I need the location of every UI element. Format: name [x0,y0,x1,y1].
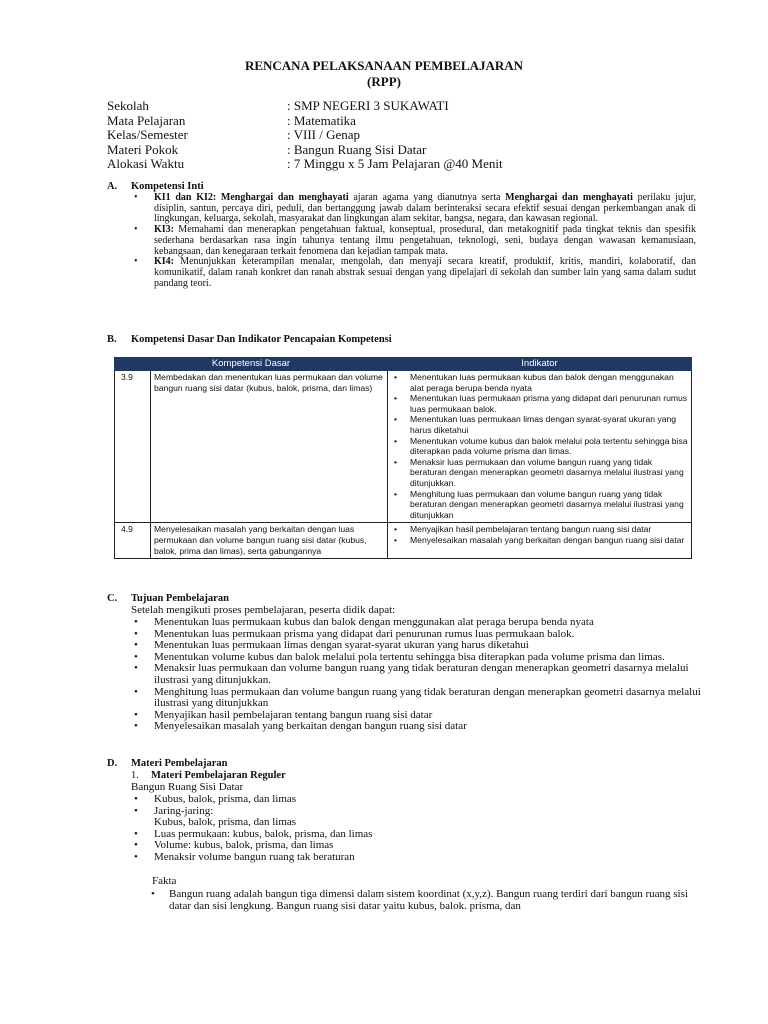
kd-text: Membedakan dan menentukan luas permukaan dan volume bangun ruang sisi datar (kubus, balok, prisma, dan limas) [151,371,388,523]
indicator-item: • Menentukan luas permukaan limas dengan syarat-syarat ukuran yang harus diketahui [390,414,688,435]
info-value: : Matematika [287,112,356,128]
info-label: Kelas/Semester [107,127,188,143]
ki12-text-2: perilaku jujur, disiplin, santun, percaya diri, peduli, dan bertanggung jawab dalam berinteraksi secara efektif sesuai dengan perkembangan anak di lingkungan, keluarga, sekolah, masyarakat dan lingkungan alam sekitar, bangsa, negara, dan kawasan regional. [154,192,697,225]
core-competence-list [131,193,696,289]
list-item: • Menentukan luas permukaan kubus dan balok dengan menggunakan alat peraga berupa benda nyata [131,617,701,629]
indicator-item: • Menghitung luas permukaan dan volume bangun ruang yang tidak beraturan dengan menerapkan geometri dasarnya melalui ilustrasi yang ditunjukkan [390,489,688,521]
list-item: • Menaksir volume bangun ruang tak beraturan [131,852,691,864]
subsection-title: Materi Pembelajaran Reguler [151,770,286,781]
info-value: : 7 Minggu x 5 Jam Pelajaran @40 Menit [287,156,503,172]
info-label: Materi Pokok [107,141,179,157]
info-value: : Bangun Ruang Sisi Datar [287,141,427,157]
material-topic: Bangun Ruang Sisi Datar [131,781,244,793]
column-header-indicator: Indikator [388,358,692,371]
info-label: Sekolah [107,98,149,113]
kd-number: 4.9 [115,523,151,559]
indicator-item: • Menentukan luas permukaan prisma yang didapat dari penurunan rumus luas permukaan balok. [390,393,688,414]
list-item: • Menyajikan hasil pembelajaran tentang bangun ruang sisi datar [131,710,701,722]
list-item: • Menaksir luas permukaan dan volume bangun ruang yang tidak beraturan dengan menerapkan geometri dasarnya melalui ilustrasi yang ditunjukkan. [131,663,701,686]
info-value: : VIII / Genap [287,127,361,143]
list-item: • Menentukan luas permukaan limas dengan syarat-syarat ukuran yang harus diketahui [131,640,701,652]
list-item: • Jaring-jaring: Kubus, balok, prisma, dan limas [131,806,691,829]
kd-text: Menyelesaikan masalah yang berkaitan dengan luas permukaan dan volume bangun ruang sisi datar (kubus, balok, prima dan limas), serta gabungannya [151,523,388,559]
ki12-bold-1: Menghargai dan menghayati [220,192,349,203]
ki3-text: Memahami dan menerapkan pengetahuan faktual, konseptual, prosedural, dan metakognitif pada tingkat teknis dan spesifik sederhana berdasarkan rasa ingin tahunya tentang ilmu pengetahuan, teknologi, seni, budaya dengan wawasan kemanusiaan, kebangsaan, dan kenegaraan terkait fenomena dan kejadian tampak mata. [154,224,696,257]
subsection-number: 1. [131,770,139,781]
info-value: : SMP NEGERI 3 SUKAWATI [287,98,449,113]
list-item: • Menentukan luas permukaan prisma yang didapat dari penurunan rumus luas permukaan balok. [131,629,701,641]
section-title: Tujuan Pembelajaran [131,593,229,604]
list-item: • Bangun ruang adalah bangun tiga dimensi dalam sistem koordinat (x,y,z). Bangun ruang terdiri dari bangun ruang sisi datar dan sisi lengkung. Bangun ruang sisi datar yaitu kubus, balok. prisma, dan [149,888,699,913]
ki4-text: Menunjukkan keterampilan menalar, mengolah, dan menyaji secara kreatif, produktif, kritis, mandiri, kolaboratif, dan komunikatif, dalam ranah konkret dan ranah abstrak sesuai dengan yang dipelajari di sekolah dan sumber lain yang sama dalam sudut pandang teori. [154,256,696,289]
objectives-list [131,617,701,733]
ki3-lead: KI3: [154,224,174,236]
indicator-cell [388,523,692,559]
ki12-text-1: ajaran agama yang dianutnya serta [348,192,506,203]
list-item: • Volume: kubus, balok, prisma, dan limas [131,840,691,852]
indicator-item: • Menyajikan hasil pembelajaran tentang bangun ruang sisi datar [390,524,688,535]
list-item: • Luas permukaan: kubus, balok, prisma, dan limas [131,829,691,841]
ki12-lead: KI1 dan KI2: [154,192,217,203]
competence-table [114,357,692,559]
section-title: Kompetensi Inti [131,181,204,192]
table-row [115,523,692,559]
section-letter: B. [107,334,117,345]
indicator-item: • Menaksir luas permukaan dan volume bangun ruang yang tidak beraturan dengan menerapkan geometri dasarnya melalui ilustrasi yang ditunjukkan. [390,457,688,489]
section-d-heading [107,758,228,770]
objectives-intro: Setelah mengikuti proses pembelajaran, peserta didik dapat: [131,604,396,616]
section-letter: C. [107,593,118,604]
table-header-row [115,358,692,371]
list-item: • Menentukan volume kubus dan balok melalui pola tertentu sehingga bisa diterapkan pada volume prisma dan limas. [131,652,701,664]
list-item: • Menyelesaikan masalah yang berkaitan dengan bangun ruang sisi datar [131,721,701,733]
list-item: • Menghitung luas permukaan dan volume bangun ruang yang tidak beraturan dengan menerapkan geometri dasarnya melalui ilustrasi yang ditunjukkan [131,687,701,710]
indicator-item: • Menentukan volume kubus dan balok melalui pola tertentu sehingga bisa diterapkan pada volume prisma dan limas. [390,436,688,457]
ki4-lead: KI4: [154,256,174,268]
column-header-kd: Kompetensi Dasar [115,358,388,371]
info-label: Mata Pelajaran [107,112,186,128]
fakta-label: Fakta [152,875,177,887]
section-title: Kompetensi Dasar Dan Indikator Pencapaian Kompetensi [131,334,392,345]
ki12-bold-2: Menghargai dan menghayati [505,192,633,203]
ki3-item [131,225,696,257]
table-row [115,371,692,523]
indicator-cell [388,371,692,523]
section-title: Materi Pembelajaran [131,758,228,769]
kd-number: 3.9 [115,371,151,523]
section-letter: A. [107,181,118,192]
section-letter: D. [107,758,118,769]
list-item: • Kubus, balok, prisma, dan limas [131,794,691,806]
section-b-heading [107,334,392,346]
document-title [0,58,768,90]
ki12-item [131,193,696,225]
indicator-item: • Menyelesaikan masalah yang berkaitan dengan bangun ruang sisi datar [390,535,688,546]
fakta-list [149,888,699,913]
info-label: Alokasi Waktu [107,156,185,172]
indicator-item: • Menentukan luas permukaan kubus dan balok dengan menggunakan alat peraga berupa benda nyata [390,372,688,393]
title-line-2: (RPP) [367,74,401,89]
ki4-item [131,257,696,289]
material-list [131,794,691,864]
title-line-1: RENCANA PELAKSANAAN PEMBELAJARAN [244,58,524,73]
